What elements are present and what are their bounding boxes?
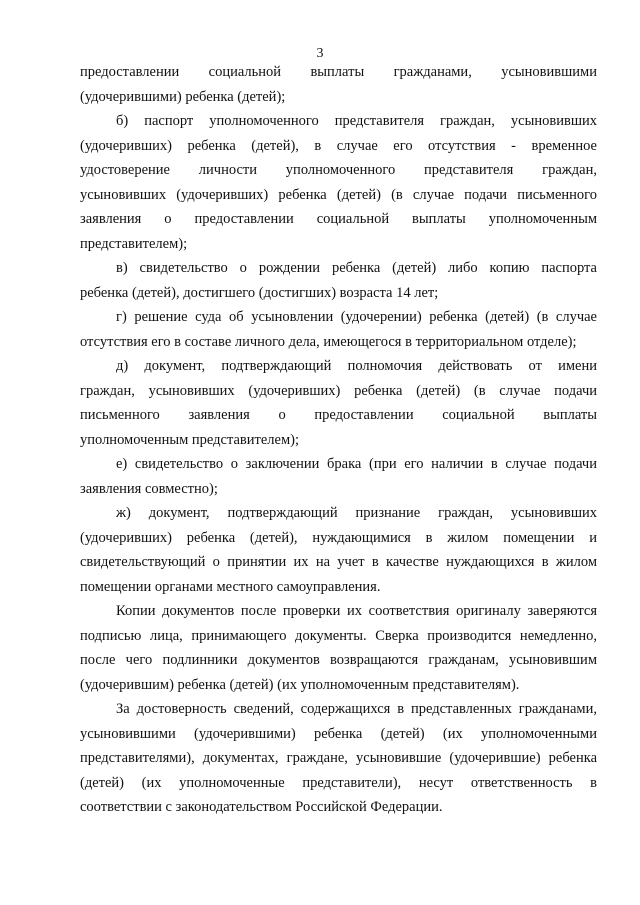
paragraph-line: (удочеривших) ребенка (детей), нуждающимися в жилом помещении и — [80, 529, 597, 546]
paragraph-line: е) свидетельство о заключении брака (при его наличии в случае подачи — [116, 456, 597, 472]
paragraph-line: соответствии с законодательством Российской Федерации. — [80, 799, 443, 815]
paragraph-line: заявления о предоставлении социальной выплаты уполномоченным — [80, 211, 597, 227]
paragraph-line: ребенка (детей), достигшего (достигших) возраста 14 лет; — [80, 284, 439, 301]
document-body — [80, 60, 597, 820]
paragraph-line: помещении органами местного самоуправления. — [80, 578, 381, 595]
paragraph — [80, 599, 597, 697]
paragraph — [80, 354, 597, 452]
paragraph — [80, 305, 597, 354]
paragraph-line: усыновившими (удочерившими) ребенка (детей) (их уполномоченными — [80, 725, 597, 742]
paragraph-line: (удочерившим) ребенка (детей) (их уполномоченным представителям). — [80, 676, 520, 693]
paragraph-line: (удочеривших) ребенка (детей), в случае его отсутствия - временное — [80, 137, 597, 154]
paragraph-line: отсутствия его в составе личного дела, имеющегося в территориальном отделе); — [80, 333, 577, 350]
paragraph — [80, 60, 597, 109]
paragraph-line: письменного заявления о предоставлении социальной выплаты — [80, 407, 597, 423]
paragraph-line: представителями), документах, граждане, усыновившие (удочерившие) ребенка — [80, 750, 597, 766]
paragraph — [80, 109, 597, 256]
paragraph — [80, 501, 597, 599]
paragraph — [80, 256, 597, 305]
paragraph-line: Копии документов после проверки их соответствия оригиналу заверяются — [116, 603, 597, 619]
paragraph-line: после чего подлинники документов возвращаются гражданам, усыновившим — [80, 652, 597, 668]
paragraph-line: (удочерившими) ребенка (детей); — [80, 88, 286, 105]
paragraph-line: удостоверение личности уполномоченного представителя граждан, — [80, 162, 597, 178]
paragraph-line: усыновивших (удочеривших) ребенка (детей) (в случае подачи письменного — [80, 186, 597, 203]
paragraph-line: д) документ, подтверждающий полномочия действовать от имени — [116, 358, 597, 374]
paragraph-line: (детей) (их уполномоченные представители), несут ответственность в — [80, 774, 597, 791]
page-number: 3 — [316, 46, 324, 61]
paragraph-line: граждан, усыновивших (удочеривших) ребенка (детей) (в случае подачи — [80, 382, 597, 399]
paragraph-line: За достоверность сведений, содержащихся в представленных гражданами, — [116, 701, 597, 717]
paragraph-line: предоставлении социальной выплаты гражданами, усыновившими — [80, 64, 597, 80]
paragraph-line: ж) документ, подтверждающий признание граждан, усыновивших — [116, 505, 597, 521]
paragraph-line: г) решение суда об усыновлении (удочерении) ребенка (детей) (в случае — [116, 309, 597, 325]
paragraph — [80, 697, 597, 820]
paragraph-line: б) паспорт уполномоченного представителя граждан, усыновивших — [116, 113, 597, 129]
paragraph-line: в) свидетельство о рождении ребенка (детей) либо копию паспорта — [116, 260, 597, 276]
paragraph-line: представителем); — [80, 235, 188, 252]
paragraph-line: заявления совместно); — [80, 480, 218, 497]
paragraph-line: свидетельствующий о принятии их на учет в качестве нуждающихся в жилом — [80, 554, 597, 570]
paragraph-line: подписью лица, принимающего документы. Сверка производится немедленно, — [80, 627, 597, 644]
paragraph — [80, 452, 597, 501]
paragraph-line: уполномоченным представителем); — [80, 431, 299, 448]
